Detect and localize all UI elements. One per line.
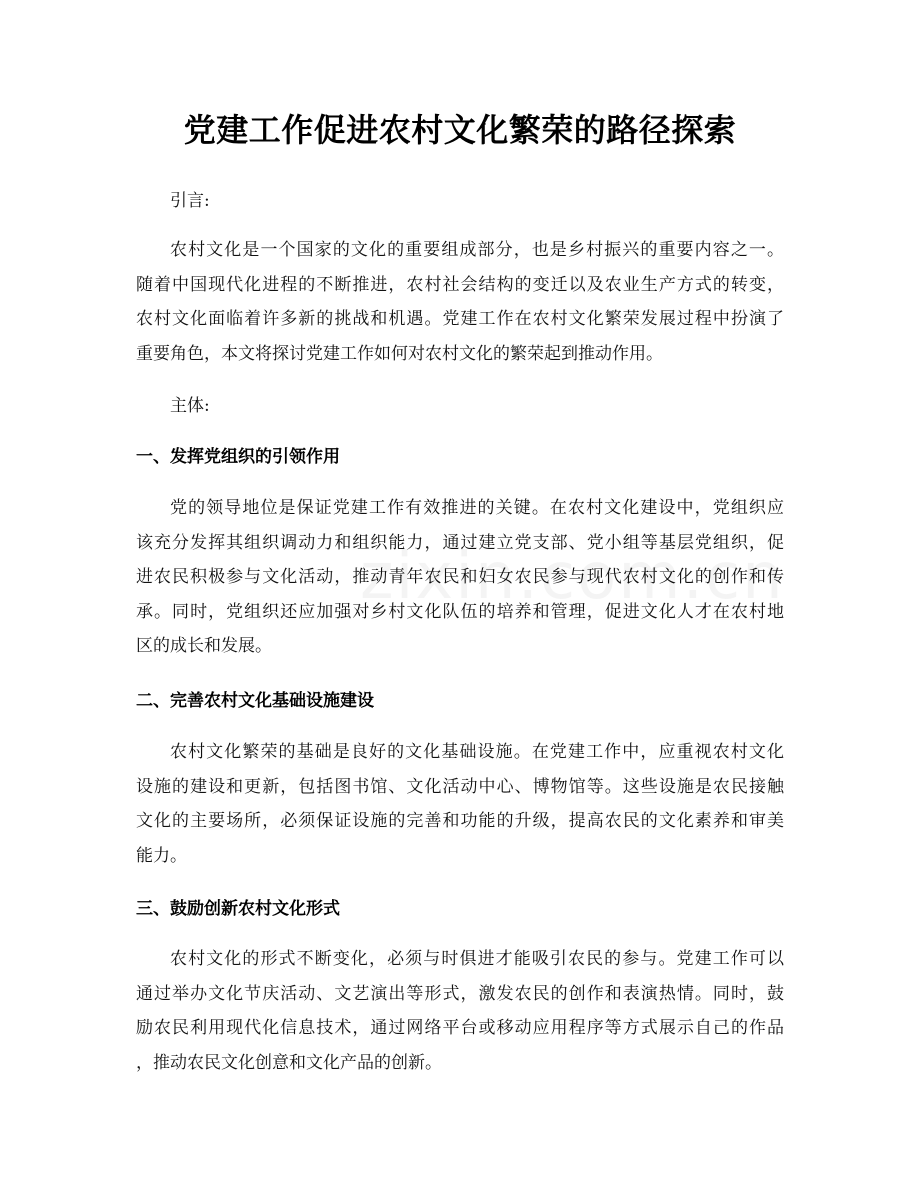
paragraph-line: 该充分发挥其组织调动力和组织能力，通过建立党支部、党小组等基层党组织，促 <box>136 532 784 553</box>
paragraph-line: 党的领导地位是保证党建工作有效推进的关键。在农村文化建设中，党组织应 <box>170 498 784 518</box>
section-paragraph-3 <box>136 942 784 1080</box>
section-heading-3: 三、鼓励创新农村文化形式 <box>136 899 340 919</box>
section-paragraph-1 <box>136 491 784 664</box>
section-heading-2: 二、完善农村文化基础设施建设 <box>136 691 374 711</box>
paragraph-line: 文化的主要场所，必须保证设施的完善和功能的升级，提高农民的文化素养和审美 <box>136 811 784 831</box>
paragraph-line: 进农民积极参与文化活动，推动青年农民和妇女农民参与现代农村文化的创作和传 <box>136 567 784 587</box>
paragraph-line: 农村文化的形式不断变化，必须与时俱进才能吸引农民的参与。党建工作可以 <box>170 949 784 969</box>
paragraph-line: 承。同时，党组织还应加强对乡村文化队伍的培养和管理，促进文化人才在农村地 <box>136 601 784 622</box>
intro-label: 引言: <box>170 191 210 211</box>
section-heading-1: 一、发挥党组织的引领作用 <box>136 447 340 467</box>
paragraph-line: 通过举办文化节庆活动、文艺演出等形式，激发农民的创作和表演热情。同时，鼓 <box>136 983 784 1004</box>
paragraph-line: 农村文化是一个国家的文化的重要组成部分，也是乡村振兴的重要内容之一。 <box>170 240 784 260</box>
paragraph-line: 能力。 <box>136 845 187 866</box>
intro-paragraph <box>136 233 784 371</box>
paragraph-line: 随着中国现代化进程的不断推进，农村社会结构的变迁以及农业生产方式的转变， <box>136 274 784 295</box>
section-paragraph-2 <box>136 735 784 873</box>
paragraph-line: ，推动农民文化创意和文化产品的创新。 <box>136 1052 442 1073</box>
paragraph-line: 农村文化面临着许多新的挑战和机遇。党建工作在农村文化繁荣发展过程中扮演了 <box>136 309 784 329</box>
paragraph-line: 励农民利用现代化信息技术，通过网络平台或移动应用程序等方式展示自己的作品 <box>136 1018 784 1038</box>
paragraph-line: 农村文化繁荣的基础是良好的文化基础设施。在党建工作中，应重视农村文化 <box>170 742 784 762</box>
paragraph-line: 设施的建设和更新，包括图书馆、文化活动中心、博物馆等。这些设施是农民接触 <box>136 776 784 797</box>
paragraph-line: 重要角色，本文将探讨党建工作如何对农村文化的繁荣起到推动作用。 <box>136 343 663 364</box>
paragraph-line: 区的成长和发展。 <box>136 636 272 656</box>
document-title: 党建工作促进农村文化繁荣的路径探索 <box>183 111 737 149</box>
body-label: 主体: <box>170 396 210 416</box>
